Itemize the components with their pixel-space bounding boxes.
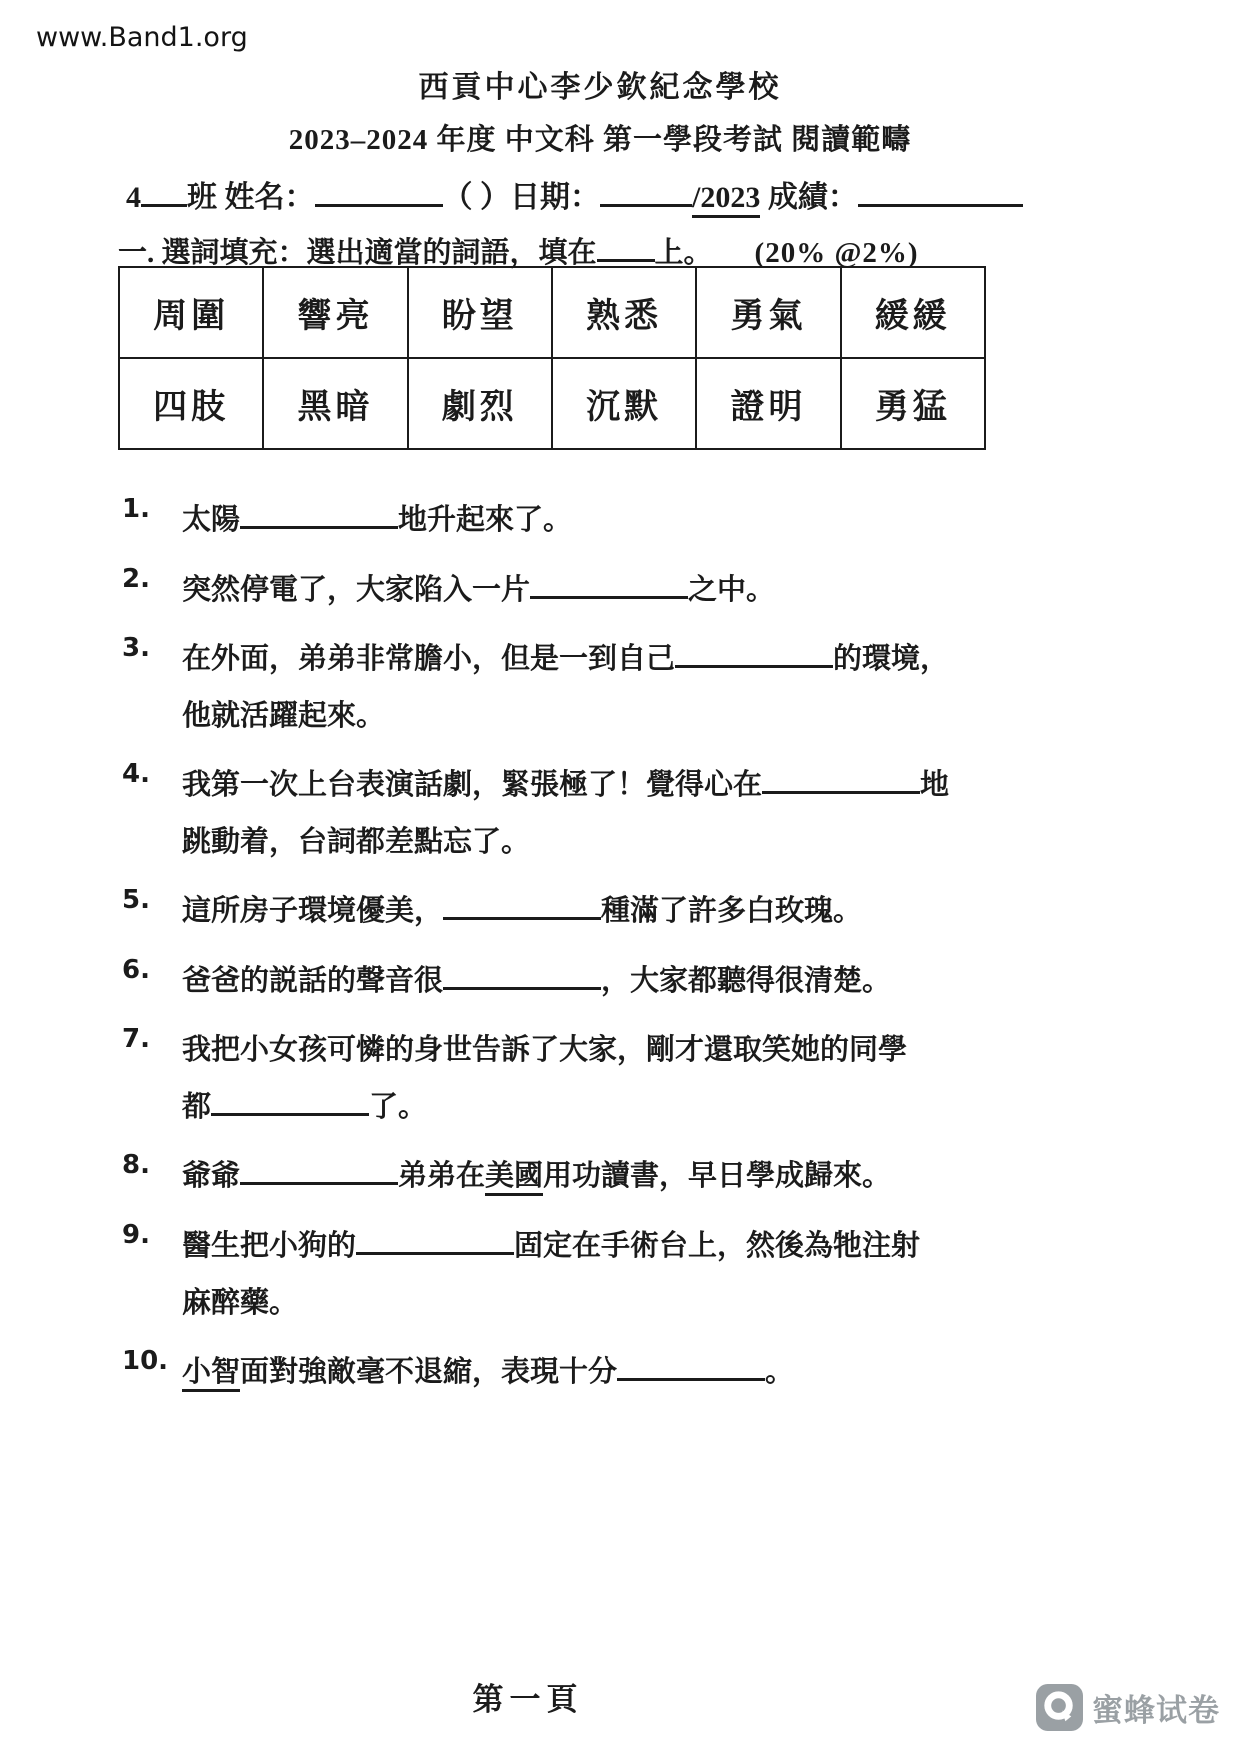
text-segment: 醫生把小狗的 — [182, 1230, 357, 1263]
fill-in-blank — [617, 1349, 765, 1381]
word-bank-cell: 周圍 — [119, 267, 263, 358]
question-number: 10. — [122, 1346, 169, 1377]
fill-in-blank — [315, 174, 443, 207]
text-segment: ，大家都聽得很清楚。 — [601, 964, 892, 997]
question-content — [182, 492, 1122, 549]
question-content — [182, 953, 1122, 1010]
text-segment: 4 — [126, 181, 141, 214]
text-segment: 一. 選詞填充：選出適當的詞語，填在 — [118, 237, 597, 269]
fill-in-blank — [240, 1153, 398, 1185]
underlined-text: 美國 — [485, 1160, 543, 1196]
text-segment: 在外面，弟弟非常膽小，但是一到自己 — [182, 643, 676, 676]
text-segment: 。 — [765, 1356, 795, 1389]
fill-in-blank — [600, 174, 692, 207]
question-number: 9. — [122, 1220, 150, 1251]
question-number: 5. — [122, 885, 150, 916]
text-segment: 都 — [182, 1090, 212, 1123]
underlined-text: 小智 — [182, 1356, 240, 1392]
text-segment: 的環境， — [833, 643, 950, 676]
text-segment: 用功讀書，早日學成歸來。 — [543, 1160, 892, 1193]
text-segment: 他就活躍起來。 — [182, 699, 386, 732]
question-number: 3. — [122, 633, 150, 664]
question-content — [182, 883, 1122, 940]
underlined-text: /2023 — [692, 181, 760, 218]
word-bank-cell: 響亮 — [263, 267, 407, 358]
question-content — [182, 631, 1122, 744]
fill-in-blank — [240, 497, 398, 529]
fill-in-blank — [675, 636, 833, 668]
title-block — [30, 62, 1170, 158]
text-segment: 這所房子環境優美， — [182, 895, 444, 928]
text-segment: 面對強敵毫不退縮，表現十分 — [240, 1356, 618, 1389]
text-segment: 我第一次上台表演話劇，緊張極了！覺得心在 — [182, 769, 763, 802]
question-item — [122, 1022, 1122, 1135]
question-number: 2. — [122, 563, 150, 594]
text-segment: 爸爸的説話的聲音很 — [182, 964, 444, 997]
text-segment: 我把小女孩可憐的身世告訴了大家，剛才還取笑她的同學 — [182, 1034, 908, 1067]
word-bank-table — [118, 266, 986, 450]
marks-allocation: (20% @2%) — [754, 237, 919, 269]
text-segment: 地 — [920, 769, 950, 802]
question-content — [182, 562, 1122, 619]
word-bank-cell: 勇氣 — [696, 267, 840, 358]
question-item — [122, 562, 1122, 619]
text-segment: 弟弟在 — [398, 1160, 486, 1193]
word-bank-cell: 黑暗 — [263, 358, 407, 449]
word-bank-cell: 沉默 — [552, 358, 696, 449]
question-item — [122, 757, 1122, 870]
text-segment: 地升起來了。 — [398, 504, 573, 536]
question-number: 7. — [122, 1024, 150, 1055]
word-bank-cell: 盼望 — [408, 267, 552, 358]
text-segment: 成績： — [760, 181, 858, 214]
brand-logo — [1036, 1684, 1220, 1731]
word-bank-cell: 熟悉 — [552, 267, 696, 358]
question-item — [122, 492, 1122, 549]
word-bank-body — [119, 267, 985, 449]
question-item — [122, 953, 1122, 1010]
fill-in-blank — [443, 888, 601, 920]
fill-in-blank — [858, 174, 1023, 207]
school-name: 西貢中心李少欽紀念學校 — [418, 71, 782, 104]
section-heading — [118, 230, 1118, 271]
question-item — [122, 631, 1122, 744]
bee-exam-logo-icon — [1036, 1684, 1083, 1731]
exam-title: 2023–2024 年度 中文科 第一學段考試 閱讀範疇 — [288, 124, 912, 156]
text-segment: 固定在手術台上，然後為牠注射 — [514, 1230, 921, 1263]
question-content — [182, 1344, 1122, 1401]
fill-in-blank — [762, 762, 920, 794]
text-segment: 突然停電了，大家陷入一片 — [182, 573, 531, 606]
brand-logo-text: 蜜蜂试卷 — [1092, 1693, 1220, 1729]
word-bank-cell: 證明 — [696, 358, 840, 449]
word-bank-row — [119, 358, 985, 449]
word-bank-cell: 緩緩 — [841, 267, 985, 358]
question-content — [182, 1218, 1122, 1331]
question-content — [182, 1148, 1122, 1205]
question-number: 4. — [122, 759, 150, 790]
fill-in-blank — [530, 567, 688, 599]
question-item — [122, 1148, 1122, 1205]
text-segment: 跳動着，台詞都差點忘了。 — [182, 825, 531, 858]
word-bank-cell: 勇猛 — [841, 358, 985, 449]
text-segment: （ ）日期： — [442, 181, 600, 214]
fill-in-blank — [141, 174, 187, 207]
text-segment: 上。 — [654, 237, 713, 269]
question-number: 1. — [122, 494, 150, 524]
text-segment: 麻醉藥。 — [182, 1286, 299, 1319]
text-segment: 爺爺 — [182, 1160, 241, 1193]
text-segment: 太陽 — [182, 504, 241, 536]
text-segment: 之中。 — [688, 573, 776, 606]
questions-list — [122, 492, 1122, 1414]
question-content — [182, 757, 1122, 870]
question-item — [122, 883, 1122, 940]
question-number: 6. — [122, 954, 150, 985]
fill-in-blank — [597, 230, 655, 262]
question-number: 8. — [122, 1150, 150, 1181]
question-item — [122, 1218, 1122, 1331]
word-bank-cell: 劇烈 — [408, 358, 552, 449]
text-segment: 了。 — [369, 1090, 428, 1123]
student-info-line — [126, 172, 1126, 216]
page-footer: 第一頁 — [472, 1682, 584, 1717]
fill-in-blank — [211, 1084, 369, 1116]
text-segment: 種滿了許多白玫瑰。 — [601, 895, 863, 928]
fill-in-blank — [356, 1223, 514, 1255]
question-item — [122, 1344, 1122, 1401]
text-segment: 班 姓名： — [187, 181, 315, 214]
watermark-url: www.Band1.org — [36, 22, 248, 53]
question-content — [182, 1022, 1122, 1135]
fill-in-blank — [443, 958, 601, 990]
word-bank-row — [119, 267, 985, 358]
word-bank-cell: 四肢 — [119, 358, 263, 449]
